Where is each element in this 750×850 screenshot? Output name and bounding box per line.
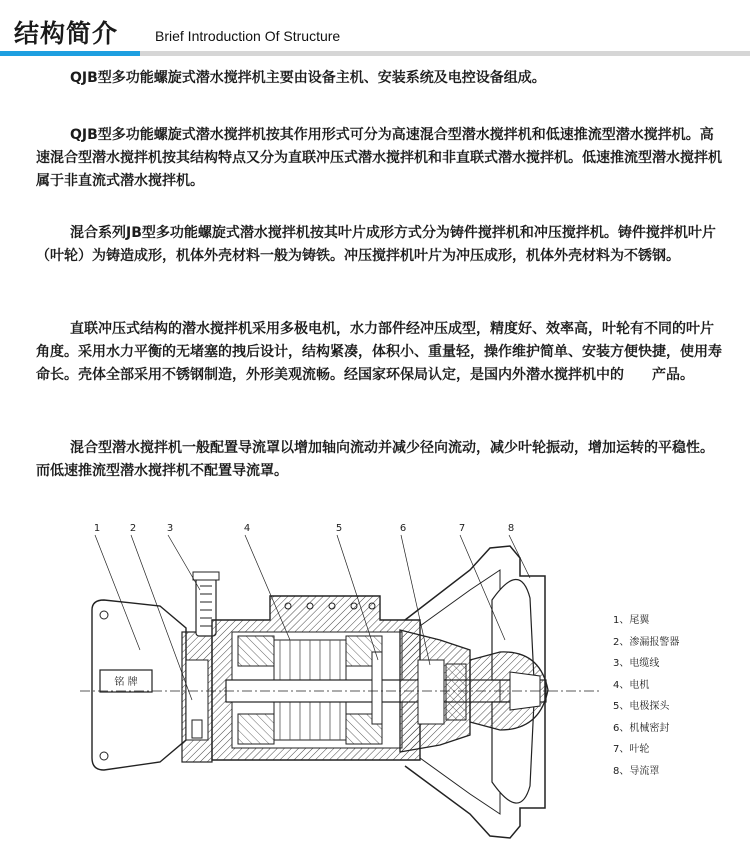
legend-item: 3、电缆线 xyxy=(613,658,660,669)
callout-2: 2 xyxy=(129,523,137,534)
section-title: 结构简介 xyxy=(14,19,119,48)
paragraph-4: 直联冲压式结构的潜水搅拌机采用多极电机，水力部件经冲压成型，精度好、效率高，叶轮有不同的叶片角度。采用水力平衡的无堵塞的拽后设计，结构紧凑，体积小、重量轻，操作维护简单、安装方便快捷，使用寿命长。壳体全部采用不锈钢制造，外形美观流畅。经国家环保局认定，是国内外潜水搅拌机中的 产品。 xyxy=(36,321,722,383)
callout-5: 5 xyxy=(335,523,343,534)
callout-7: 7 xyxy=(458,523,466,534)
legend-item: 8、导流罩 xyxy=(613,765,660,777)
section-header xyxy=(0,0,750,60)
paragraph-5: 混合型潜水搅拌机一般配置导流罩以增加轴向流动并减少径向流动，减少叶轮振动，增加运转的平稳性。而低速推流型潜水搅拌机不配置导流罩。 xyxy=(36,440,714,479)
callout-8: 8 xyxy=(507,523,515,534)
nameplate-label: 铭 牌 xyxy=(114,677,138,688)
section-subtitle: Brief Introduction Of Structure xyxy=(155,28,341,44)
callout-6: 6 xyxy=(399,523,407,534)
legend-item: 7、叶轮 xyxy=(613,744,650,755)
callout-3: 3 xyxy=(166,523,174,534)
paragraph-2: QJB型多功能螺旋式潜水搅拌机按其作用形式可分为高速混合型潜水搅拌机和低速推流型潜水搅拌机。高速混合型潜水搅拌机按其结构特点又分为直联冲压式潜水搅拌机和非直联式潜水搅拌机。低速推流型潜水搅拌机属于非直流式潜水搅拌机。 xyxy=(36,127,722,189)
tail-fin xyxy=(92,600,186,770)
callout-1: 1 xyxy=(93,523,101,534)
callout-4: 4 xyxy=(243,523,251,534)
header-accent-bar xyxy=(0,51,140,56)
paragraph-1: QJB型多功能螺旋式潜水搅拌机主要由设备主机、安装系统及电控设备组成。 xyxy=(70,70,546,86)
legend-item: 2、渗漏报警器 xyxy=(613,636,680,648)
legend-item: 4、电机 xyxy=(613,679,650,691)
leakage-alarm xyxy=(182,632,212,762)
paragraph-3: 混合系列JB型多功能螺旋式潜水搅拌机按其叶片成形方式分为铸件搅拌机和冲压搅拌机。铸件搅拌机叶片（叶轮）为铸造成形，机体外壳材料一般为铸铁。冲压搅拌机叶片为冲压成形，机体外壳材料为不锈钢。 xyxy=(36,225,716,264)
legend-item: 1、尾翼 xyxy=(613,615,650,626)
motor-housing xyxy=(212,596,420,760)
parts-legend xyxy=(613,610,679,782)
legend-item: 5、电极探头 xyxy=(613,701,670,712)
legend-item: 6、机械密封 xyxy=(613,722,670,734)
